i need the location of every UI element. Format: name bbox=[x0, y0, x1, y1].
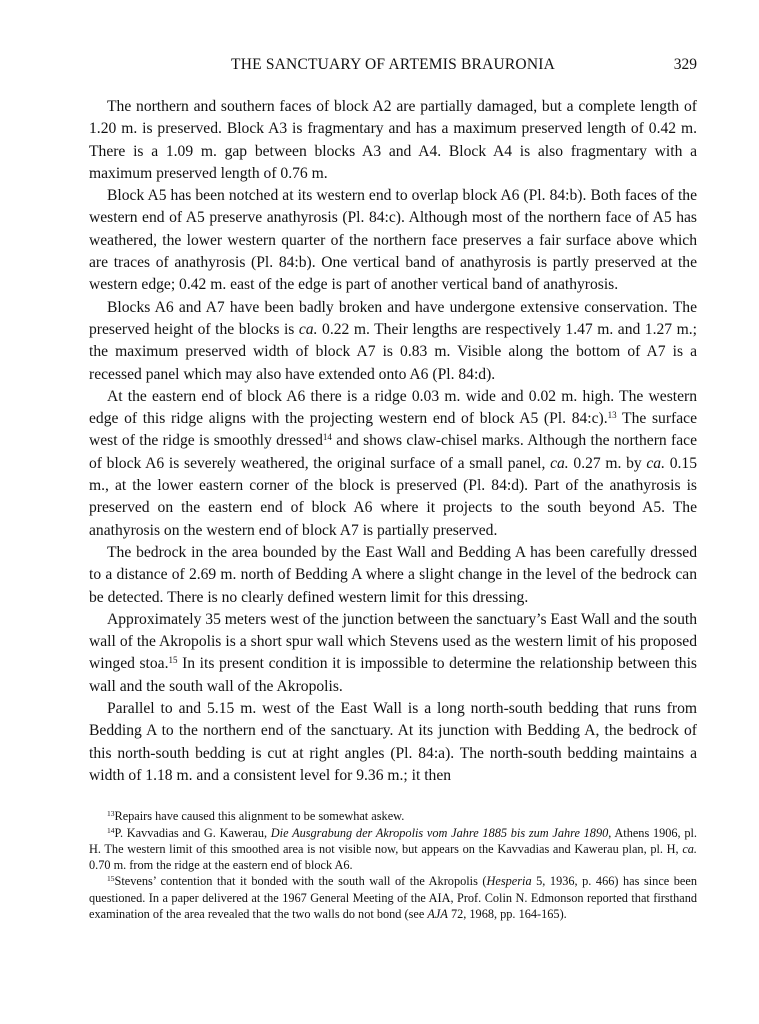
italic-text: ca. bbox=[298, 320, 318, 338]
italic-text: ca. bbox=[646, 454, 666, 472]
footnote-text: , Athens 1906, pl. H. The western limit of this smoothed area is not visible now, but appears on the Kavvadias and Kawerau plan, pl. H, bbox=[89, 825, 698, 856]
italic-text: ca. bbox=[682, 841, 697, 856]
footnote-ref: 15 bbox=[168, 655, 178, 666]
paragraph bbox=[89, 386, 697, 542]
footnote bbox=[89, 873, 697, 922]
paragraph bbox=[89, 698, 697, 787]
paragraph-text: Blocks A6 and A7 have been badly broken and have undergone extensive conservation. The preserved height of the blocks is bbox=[89, 298, 697, 338]
paragraph bbox=[89, 542, 697, 609]
paragraph-text: The surface west of the ridge is smoothly dressed bbox=[89, 410, 697, 450]
paragraph-text: The bedrock in the area bounded by the East Wall and Bedding A has been carefully dressed to a distance of 2.69 m. north of Bedding A where a slight change in the level of the bedrock can be detected. There is no clearly defined western limit for this dressing. bbox=[89, 543, 697, 606]
italic-text: Hesperia bbox=[486, 874, 532, 889]
footnote-text: P. Kavvadias and G. Kawerau, bbox=[114, 825, 271, 840]
footnote-text: 72, 1968, pp. 164-165). bbox=[447, 906, 567, 921]
italic-text: ca. bbox=[550, 454, 569, 472]
paragraph bbox=[89, 96, 697, 185]
body-text bbox=[89, 96, 697, 787]
paragraph bbox=[89, 297, 697, 386]
running-header bbox=[89, 56, 697, 80]
footnote bbox=[89, 825, 697, 874]
paragraph bbox=[89, 185, 697, 296]
paragraph-text: At the eastern end of block A6 there is a ridge 0.03 m. wide and 0.02 m. high. The western edge of this ridge aligns with the projecting western end of block A5 (Pl. 84:c). bbox=[89, 387, 697, 428]
footnotes bbox=[89, 808, 697, 922]
footnote-number: 15 bbox=[107, 874, 115, 884]
paragraph-text: The northern and southern faces of block A2 are partially damaged, but a complete length of 1.20 m. is preserved. Block A3 is fragmentary and has a maximum preserved length of 0.42 m. There is a 1.09 m. gap between blocks A3 and A4. Block A4 is also fragmentary with a maximum preserved length of 0.76 m. bbox=[89, 98, 697, 182]
paragraph-text: Parallel to and 5.15 m. west of the East Wall is a long north-south bedding that runs from Bedding A to the northern end of the sanctuary. At its junction with Bedding A, the bedrock of this north-south bedding is cut at right angles (Pl. 84:a). The north-south bedding maintains a width of 1.18 m. and a consistent level for 9.36 m.; it then bbox=[89, 700, 697, 784]
paragraph-text: Block A5 has been notched at its western end to overlap block A6 (Pl. 84:b). Both faces of the western end of A5 preserve anathyrosis (Pl. 84:c). Although most of the northern face of A5 has weathered, the lower western quarter of the northern face preserves a fair surface above which are traces of anathyrosis (Pl. 84:b). One vertical band of anathyrosis is partly preserved at the western edge; 0.42 m. east of the edge is part of another vertical band of anathyrosis. bbox=[89, 187, 697, 294]
paragraph-text: Approximately 35 meters west of the junction between the sanctuary’s East Wall and the south wall of the Akropolis is a short spur wall which Stevens used as the western limit of his proposed winged stoa. bbox=[89, 610, 698, 673]
paragraph bbox=[89, 609, 697, 698]
paragraph-text: and shows claw-chisel marks. Although the northern face of block A6 is severely weathered, the original surface of a small panel, bbox=[89, 432, 697, 472]
footnote-text: 5, 1936, p. 466) has since been questioned. In a paper delivered at the 1967 General Meeting of the AIA, Prof. Colin N. Edmonson reported that firsthand examination of the area revealed that the two walls do not bond (see bbox=[89, 874, 697, 921]
page bbox=[89, 56, 697, 922]
paragraph-text: 0.22 m. Their lengths are respectively 1.47 m. and 1.27 m.; the maximum preserved width of block A7 is 0.83 m. Visible along the bottom of A7 is a recessed panel which may also have extended onto A6 (Pl. 84:d). bbox=[89, 320, 697, 383]
paragraph-text: 0.27 m. by bbox=[568, 454, 647, 472]
page-number: 329 bbox=[673, 56, 697, 73]
paragraph-text: In its present condition it is impossible to determine the relationship between this wall and the south wall of the Akropolis. bbox=[89, 655, 697, 695]
italic-text: Die Ausgrabung der Akropolis vom Jahre 1885 bis zum Jahre 1890 bbox=[270, 825, 609, 840]
footnote-text: Repairs have caused this alignment to be somewhat askew. bbox=[114, 809, 405, 824]
footnote-number: 13 bbox=[107, 809, 115, 819]
footnote-text: 0.70 m. from the ridge at the eastern end of block A6. bbox=[89, 858, 353, 873]
footnote bbox=[89, 808, 697, 824]
footnote-number: 14 bbox=[107, 825, 115, 835]
running-title: THE SANCTUARY OF ARTEMIS BRAURONIA bbox=[231, 56, 555, 73]
italic-text: AJA bbox=[427, 906, 448, 921]
footnote-text: Stevens’ contention that it bonded with the south wall of the Akropolis ( bbox=[114, 874, 487, 889]
paragraph-text: 0.15 m., at the lower eastern corner of the block is preserved (Pl. 84:d). Part of the anathyrosis is preserved on the eastern end of block A6 where it projects to the south beyond A5. The anathyrosis on the western end of block A7 is partially preserved. bbox=[89, 454, 697, 539]
footnote-ref: 14 bbox=[322, 432, 332, 443]
footnote-ref: 13 bbox=[607, 410, 617, 421]
